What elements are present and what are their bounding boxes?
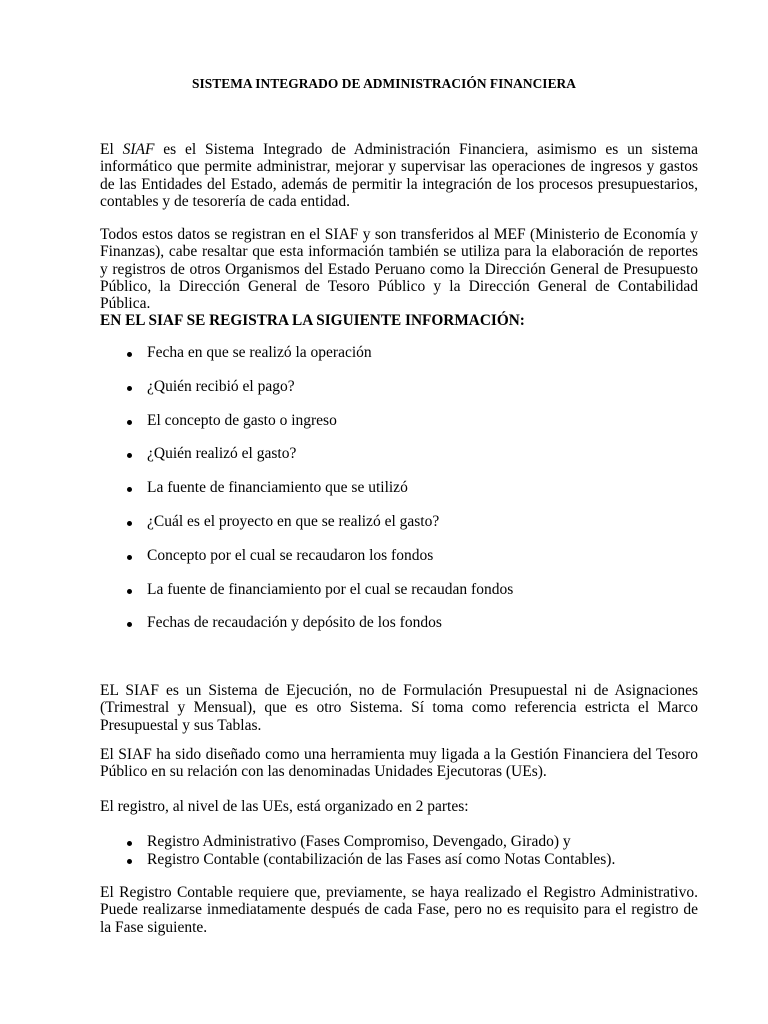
paragraph-accounting-registry: El Registro Contable requiere que, previamente, se haya realizado el Registro Administrativo. Puede realizarse inmediatamente después de cada Fase, pero no es requisito para el registro de la Fase siguiente. [100,884,698,936]
document-title: SISTEMA INTEGRADO DE ADMINISTRACIÓN FINANCIERA [192,76,576,91]
paragraph-execution-system: EL SIAF es un Sistema de Ejecución, no de Formulación Presupuestal ni de Asignaciones (Trimestral y Mensual), que es otro Sistema. Sí toma como referencia estricta el Marco Presupuestal y sus Tablas. [100,682,698,734]
list-item [100,344,513,378]
list-item-text: Registro Contable (contabilización de las Fases así como Notas Contables). [147,851,616,868]
list-item [100,833,615,851]
list-item-text: ¿Quién recibió el pago? [147,377,295,395]
list-item-text: Fechas de recaudación y depósito de los fondos [147,614,442,632]
list-item-text: ¿Quién realizó el gasto? [147,445,297,463]
intro-prefix: El [100,141,123,158]
bullet-icon [127,352,132,357]
bullet-icon [127,386,132,391]
bullet-icon [127,487,132,492]
bullet-icon [127,622,132,627]
intro-paragraph [100,141,698,210]
list-item [100,851,615,869]
intro-rest: es el Sistema Integrado de Administración Financiera, asimismo es un sistema informático que permite administrar, mejorar y supervisar las operaciones de ingresos y gastos de las Entidades del Estado, además de permitir la integración de los procesos presupuestarios, contables y de tesorería de cada entidad. [100,141,698,210]
list-item [100,581,513,615]
list-item [100,479,513,513]
paragraph-registry-parts: El registro, al nivel de las UEs, está organizado en 2 partes: [100,798,469,815]
list-item-text: Fecha en que se realizó la operación [147,344,372,361]
list-item-text: Concepto por el cual se recaudaron los fondos [147,546,434,564]
bullet-icon [127,859,132,864]
paragraph-financial-management: El SIAF ha sido diseñado como una herramienta muy ligada a la Gestión Financiera del Tesoro Público en su relación con las denominadas Unidades Ejecutoras (UEs). [100,746,698,781]
list-item-text: El concepto de gasto o ingreso [147,411,337,429]
bullet-icon [127,453,132,458]
section-heading: EN EL SIAF SE REGISTRA LA SIGUIENTE INFORMACIÓN: [100,312,525,329]
list-item-text: La fuente de financiamiento que se utilizó [147,479,408,497]
bullet-icon [127,589,132,594]
list-item-text: La fuente de financiamiento por el cual se recaudan fondos [147,580,514,598]
registry-parts-list [100,833,615,869]
list-item [100,378,513,412]
list-item [100,412,513,446]
bullet-icon [127,521,132,526]
list-item-text: ¿Cuál es el proyecto en que se realizó el gasto? [147,512,440,530]
info-list [100,344,513,648]
list-item [100,513,513,547]
list-item [100,614,513,648]
bullet-icon [127,841,132,846]
paragraph-data-transfer: Todos estos datos se registran en el SIAF y son transferidos al MEF (Ministerio de Economía y Finanzas), cabe resaltar que esta información también se utiliza para la elaboración de reportes y registros de otros Organismos del Estado Peruano como la Dirección General de Presupuesto Público, la Dirección General de Tesoro Público y la Dirección General de Contabilidad Pública. [100,226,698,313]
list-item [100,547,513,581]
siaf-term: SIAF [122,141,155,158]
bullet-icon [127,555,132,560]
list-item [100,445,513,479]
list-item-text: Registro Administrativo (Fases Compromiso, Devengado, Girado) y [147,833,571,850]
bullet-icon [127,420,132,425]
